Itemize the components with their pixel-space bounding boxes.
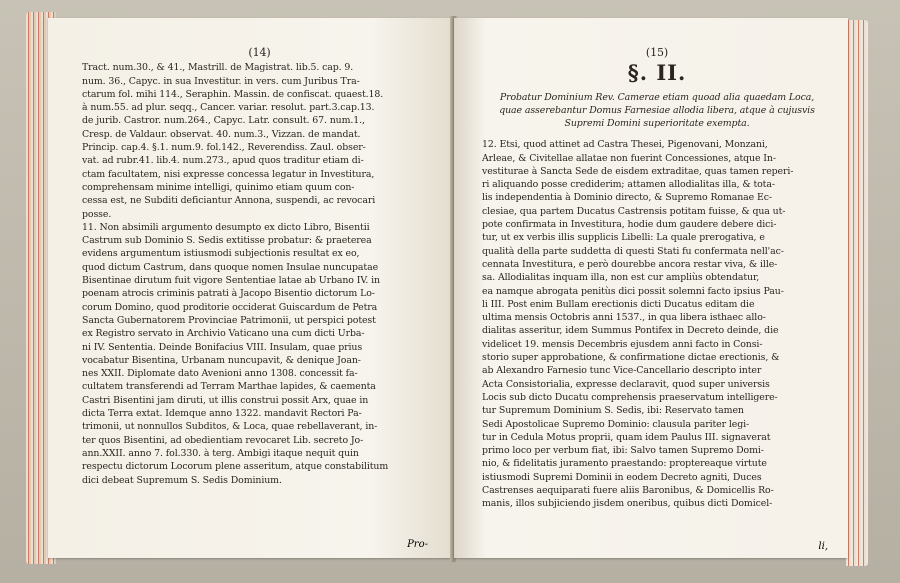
text-line: 11. Non absimili argumento desumpto ex dicto Libro, Bisentii xyxy=(82,221,370,233)
text-line: Locis sub dicto Ducatu comprehensis praeservatum intelligere- xyxy=(482,391,778,403)
text-line: tur, ut ex verbis illis supplicis Libelli: La quale prerogativa, e xyxy=(482,232,765,244)
text-line: ann.XXII. anno 7. fol.330. à terg. Ambigi itaque nequit quin xyxy=(82,447,359,459)
text-line: Castrenses aequiparati fuere aliis Baronibus, & Domicellis Ro- xyxy=(482,485,774,497)
text-line: num. 36., Capyc. in sua Investitur. in vers. cum Juribus Tra- xyxy=(82,75,360,87)
left-page xyxy=(48,18,452,558)
text-line: Tract. num.30., & 41., Mastrill. de Magistrat. lib.5. cap. 9. xyxy=(82,62,354,74)
text-line: Sancta Gubernatorem Provinciae Patrimonii, ut perspici potest xyxy=(82,314,376,326)
section-summary xyxy=(482,91,832,130)
text-line: tur in Cedula Motus proprii, quam idem Paulus III. signaverat xyxy=(482,431,771,443)
text-line: poenam atrocis criminis patrati à Jacopo Bisentio dictorum Lo- xyxy=(82,288,375,300)
left-page-body xyxy=(82,61,437,487)
text-line: nio, & fidelitatis juramento praestando: proptereaque virtute xyxy=(482,458,767,470)
text-line: videlicet 19. mensis Decembris ejusdem anni facto in Consi- xyxy=(482,338,763,350)
right-catchword: li, xyxy=(818,541,828,552)
text-line: vat. ad rubr.41. lib.4. num.273., apud quos traditur etiam di- xyxy=(82,155,364,167)
text-line: primo loco per verbum fiat, ibi: Salvo tamen Supremo Domi- xyxy=(482,445,764,457)
text-line: ctarum fol. mihi 114., Seraphin. Massin. de confiscat. quaest.18. xyxy=(82,88,384,100)
text-line: clesiae, qua partem Ducatus Castrensis potitam fuisse, & qua ut- xyxy=(482,205,786,217)
text-line: ni IV. Sententia. Deinde Bonifacius VIII. Insulam, quae prius xyxy=(82,341,363,353)
text-line: 12. Etsi, quod attinet ad Castra Thesei, Pigenovani, Monzani, xyxy=(482,139,768,151)
left-page-text xyxy=(82,46,437,487)
text-line: ctam facultatem, nisi expresse concessa legatur in Investitura, xyxy=(82,168,375,180)
text-line: ex Registro servato in Archivio Vaticano una cum dicti Urba- xyxy=(82,328,365,340)
text-line: ter quos Bisentini, ad obedientiam revocaret Lib. secreto Jo- xyxy=(82,434,364,446)
text-line: respectu dictorum Locorum plene asseritum, atque constabilitum xyxy=(82,461,389,473)
text-line: ea namque abrogata penitùs dici possit solemni facto ipsius Pau- xyxy=(482,285,784,297)
text-line: ultima mensis Octobris anni 1537., in qua libera isthaec allo- xyxy=(482,312,766,324)
text-line: Castrum sub Dominio S. Sedis extitisse probatur: & praeterea xyxy=(82,235,372,247)
text-line: cessa est, ne Subditi deficiantur Annona, suspendi, ac revocari xyxy=(82,195,376,207)
text-line: posse. xyxy=(82,208,112,220)
open-book xyxy=(26,12,868,572)
right-page xyxy=(454,18,848,558)
section-heading: §. II. xyxy=(627,60,687,86)
text-line: qualità della parte suddetta di questi Stati fu confermata nell'ac- xyxy=(482,245,784,257)
text-line: ab Alexandro Farnesio tunc Vice-Cancellario descripto inter xyxy=(482,365,762,377)
text-line: trimonii, ut nonnullos Subditos, & Loca, quae rebellaverant, in- xyxy=(82,421,378,433)
text-line: istiusmodi Supremi Dominii in eodem Decreto agniti, Duces xyxy=(482,471,762,483)
right-page-body xyxy=(482,138,832,510)
right-page-edges xyxy=(846,20,868,566)
text-line: comprehensam minime intelligi, quinimo etiam quum con- xyxy=(82,181,355,193)
text-line: sa. Allodialitas inquam illa, non est cur ampliùs obtendatur, xyxy=(482,272,760,284)
left-catchword: Pro- xyxy=(407,539,428,550)
summary-line: Supremi Domini superioritate exempta. xyxy=(564,118,750,130)
text-line: Acta Consistorialia, expresse declaravit, quod super universis xyxy=(482,378,770,390)
text-line: de jurib. Castror. num.264., Capyc. Latr. consult. 67. num.1., xyxy=(82,115,365,127)
text-line: Arleae, & Civitellae allatae non fuerint Concessiones, atque In- xyxy=(482,152,776,164)
text-line: Castri Bisentini jam diruti, ut illis construi possit Arx, quae in xyxy=(82,394,369,406)
text-line: tur Supremum Dominium S. Sedis, ibi: Reservato tamen xyxy=(482,405,744,417)
text-line: quod dictum Castrum, dans quoque nomen Insulae nuncupatae xyxy=(82,261,379,273)
summary-line: quae asserebantur Domus Farnesiae allodia libera, atque à cujusvis xyxy=(499,105,815,117)
text-line: ri aliquando posse crediderim; attamen allodialitas illa, & tota- xyxy=(482,179,775,191)
text-line: à num.55. ad plur. seqq., Cancer. variar. resolut. part.3.cap.13. xyxy=(82,102,375,114)
text-line: li III. Post enim Bullam erectionis dicti Ducatus editam die xyxy=(482,298,755,310)
text-line: vestiturae à Sancta Sede de eisdem extraditae, quas tamen reperi- xyxy=(482,165,794,177)
text-line: dicta Terra extat. Idemque anno 1322. mandavit Rectori Pa- xyxy=(82,408,362,420)
text-line: Cresp. de Valdaur. observat. 40. num.3., Vizzan. de mandat. xyxy=(82,128,361,140)
text-line: Princip. cap.4. §.1. num.9. fol.142., Reverendiss. Zaul. obser- xyxy=(82,142,366,154)
text-line: dialitas asseritur, idem Summus Pontifex in Decreto deinde, die xyxy=(482,325,779,337)
text-line: cultatem transferendi ad Terram Marthae lapides, & caementa xyxy=(82,381,376,393)
text-line: lis independentia à Dominio directo, & Supremo Romanae Ec- xyxy=(482,192,772,204)
text-line: cennata Investitura, e però dourebbe ancora restar viva, & ille- xyxy=(482,258,778,270)
text-line: storio super approbatione, & confirmatione dictae erectionis, & xyxy=(482,352,780,364)
text-line: Bisentinae dirutum fuit vigore Sententiae latae ab Urbano IV. in xyxy=(82,275,380,287)
right-page-number: (15) xyxy=(645,46,669,59)
text-line: evidens argumentum istiusmodi subjectionis resultat ex eo, xyxy=(82,248,360,260)
text-line: vocabatur Bisentina, Urbanam nuncupavit, & denique Joan- xyxy=(82,354,361,366)
left-page-number: (14) xyxy=(248,46,271,59)
text-line: nes XXII. Diplomate dato Avenioni anno 1308. concessit fa- xyxy=(82,368,358,380)
text-line: pote confirmata in Investitura, hodie dum gaudere debere dici- xyxy=(482,219,777,231)
right-page-text xyxy=(482,46,832,511)
text-line: corum Domino, quod proditorie occiderat Guiscardum de Petra xyxy=(82,301,378,313)
summary-line: Probatur Dominium Rev. Camerae etiam quoad alia quaedam Loca, xyxy=(499,92,815,104)
text-line: manis, illos subjiciendo jisdem oneribus, quibus dicti Domicel- xyxy=(482,498,773,510)
text-line: dici debeat Supremum S. Sedis Dominium. xyxy=(82,474,282,486)
text-line: Sedi Apostolicae Supremo Dominio: clausula pariter legi- xyxy=(482,418,750,430)
